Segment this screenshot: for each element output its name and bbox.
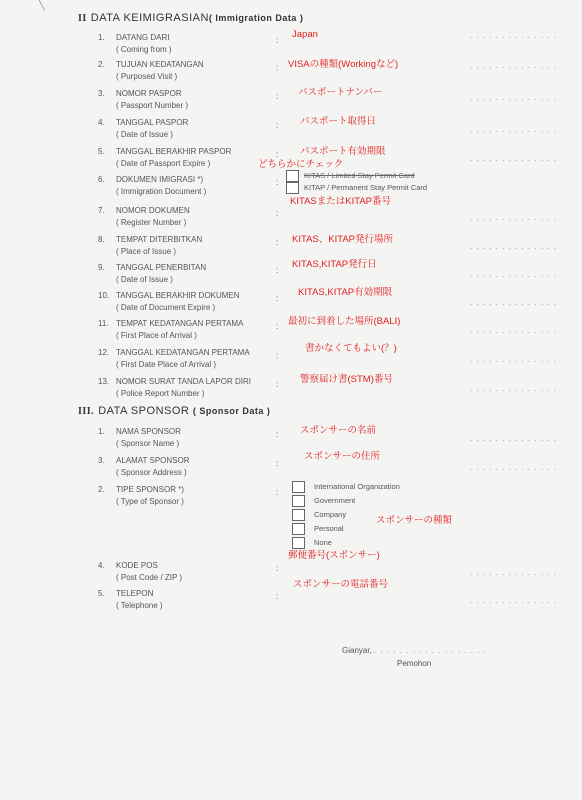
field-colon: : — [276, 322, 279, 331]
field-number: 13. — [98, 377, 110, 386]
field-label-en: ( First Date Place of Arrival ) — [116, 360, 217, 369]
field-number: 10. — [98, 291, 110, 300]
field-label-en: ( Sponsor Address ) — [116, 468, 187, 477]
field-colon: : — [276, 488, 279, 497]
field-label-id: TANGGAL BERAKHIR DOKUMEN — [116, 291, 240, 300]
immigration-tanggal-berakhir-dokumen — [98, 290, 240, 314]
field-colon: : — [276, 459, 279, 468]
immigration-doc-option-label: KITAS / Limited Stay Permit Card — [304, 171, 415, 180]
field-label-en: ( Coming from ) — [116, 45, 172, 54]
field-input-line[interactable]: . . . . . . . . . . . . . . — [470, 434, 558, 443]
field-label-id: ALAMAT SPONSOR — [116, 456, 190, 465]
field-number: 4. — [98, 561, 105, 570]
sponsor-type-option-label: Personal — [314, 524, 344, 533]
immigration-tanggal-penerbitan — [98, 262, 206, 286]
field-colon: : — [276, 92, 279, 101]
field-number: 6. — [98, 175, 105, 184]
field-number: 9. — [98, 263, 105, 272]
field-label-en: ( Date of Passport Expire ) — [116, 159, 211, 168]
field-colon: : — [276, 564, 279, 573]
field-input-line[interactable]: . . . . . . . . . . . . . . — [470, 93, 558, 102]
field-label-id: TELEPON — [116, 589, 154, 598]
immigration-tempat-diterbitkan — [98, 234, 202, 258]
field-number: 2. — [98, 60, 105, 69]
field-annotation: パスポート有効期限 — [300, 146, 386, 157]
sponsor-type-checkbox[interactable] — [292, 481, 305, 493]
field-input-line[interactable]: . . . . . . . . . . . . . . — [470, 463, 558, 472]
field-label-en: ( Date of Issue ) — [116, 130, 173, 139]
field-colon: : — [276, 209, 279, 218]
field-input-line[interactable]: . . . . . . . . . . . . . . — [470, 298, 558, 307]
immigration-nomor-surat-tanda-lapor-diri — [98, 376, 251, 400]
field-number: 8. — [98, 235, 105, 244]
field-input-line[interactable]: . . . . . . . . . . . . . . — [470, 242, 558, 251]
field-number: 7. — [98, 206, 105, 215]
signature-role: Pemohon — [397, 659, 432, 668]
field-label-id: TANGGAL PASPOR — [116, 118, 189, 127]
immigration-nomor-dokumen — [98, 205, 190, 229]
field-annotation: パスポート取得日 — [300, 116, 377, 127]
sponsor-type-checkbox[interactable] — [292, 523, 305, 535]
sponsor-alamat-sponsor — [98, 455, 190, 479]
field-annotation: KITAS,KITAP有効期限 — [298, 287, 393, 298]
field-annotation: KITAS,KITAP発行日 — [292, 259, 377, 270]
field-label-en: ( Date of Issue ) — [116, 275, 173, 284]
field-number: 4. — [98, 118, 105, 127]
field-colon: : — [276, 238, 279, 247]
sponsor-type-option-label: Company — [314, 510, 347, 519]
field-label-en: ( Purposed Visit ) — [116, 72, 178, 81]
field-number: 5. — [98, 589, 105, 598]
field-annotation: KITASまたはKITAP番号 — [290, 196, 391, 207]
field-label-en: ( Immigration Document ) — [116, 187, 207, 196]
field-label-en: ( Police Report Number ) — [116, 389, 205, 398]
sponsor-type-option-label: None — [314, 538, 332, 547]
field-input-line[interactable]: . . . . . . . . . . . . . . — [470, 61, 558, 70]
signature-place: Gianyar, . . . . . . . . . . . . . . . . . . — [342, 646, 487, 655]
field-number: 5. — [98, 147, 105, 156]
field-label-id: TANGGAL KEDATANGAN PERTAMA — [116, 348, 250, 357]
sponsor-tipe-sponsor — [98, 484, 184, 508]
immigration-dokumen-imigrasi — [98, 174, 206, 198]
immigration-nomor-paspor — [98, 88, 188, 112]
field-colon: : — [276, 294, 279, 303]
field-colon: : — [276, 266, 279, 275]
field-number: 1. — [98, 427, 105, 436]
field-annotation: スポンサーの住所 — [304, 451, 381, 462]
field-input-line[interactable]: . . . . . . . . . . . . . . — [470, 31, 558, 40]
field-label-en: ( Date of Document Expire ) — [116, 303, 216, 312]
immigration-tujuan-kedatangan — [98, 59, 204, 83]
field-label-id: TANGGAL PENERBITAN — [116, 263, 207, 272]
field-colon: : — [276, 380, 279, 389]
sponsor-type-checkbox[interactable] — [292, 537, 305, 549]
scan-mark-icon: ╲ — [38, 0, 45, 11]
field-colon: : — [276, 430, 279, 439]
sponsor-nama-sponsor — [98, 426, 181, 450]
immigration-tanggal-paspor — [98, 117, 188, 141]
field-label-id: TIPE SPONSOR *) — [116, 485, 185, 494]
field-label-id: TEMPAT DITERBITKAN — [116, 235, 203, 244]
field-input-line[interactable]: . . . . . . . . . . . . . . — [470, 596, 558, 605]
field-colon: : — [276, 351, 279, 360]
field-annotation: VISAの種類(Workingなど) — [288, 59, 399, 70]
sponsor-type-option-label: International Organization — [314, 482, 400, 491]
field-label-en: ( Post Code / ZIP ) — [116, 573, 183, 582]
field-label-id: KODE POS — [116, 561, 158, 570]
field-input-line[interactable]: . . . . . . . . . . . . . . — [470, 326, 558, 335]
field-annotation: スポンサーの名前 — [300, 425, 377, 436]
field-colon: : — [276, 36, 279, 45]
field-annotation: スポンサーの種類 — [376, 515, 453, 526]
immigration-doc-checkbox[interactable] — [286, 182, 299, 194]
field-label-id: NOMOR PASPOR — [116, 89, 182, 98]
field-annotation: スポンサーの電話番号 — [293, 579, 389, 590]
field-label-id: TUJUAN KEDATANGAN — [116, 60, 204, 69]
field-number: 2. — [98, 485, 105, 494]
field-label-id: TANGGAL BERAKHIR PASPOR — [116, 147, 232, 156]
field-input-line[interactable]: . . . . . . . . . . . . . . — [470, 213, 558, 222]
field-input-line[interactable]: . . . . . . . . . . . . . . — [470, 384, 558, 393]
field-label-id: DATANG DARI — [116, 33, 170, 42]
field-label-id: NOMOR DOKUMEN — [116, 206, 190, 215]
field-colon: : — [276, 121, 279, 130]
immigration-tanggal-berakhir-paspor — [98, 146, 231, 170]
field-number: 3. — [98, 89, 105, 98]
field-label-en: ( First Place of Arrival ) — [116, 331, 197, 340]
field-colon: : — [276, 592, 279, 601]
sponsor-type-checkbox[interactable] — [292, 509, 305, 521]
field-input-line[interactable]: . . . . . . . . . . . . . . — [470, 355, 558, 364]
field-label-en: ( Place of Issue ) — [116, 247, 177, 256]
field-input-line[interactable]: . . . . . . . . . . . . . . — [470, 270, 558, 279]
immigration-doc-checkbox[interactable] — [286, 170, 299, 182]
field-annotation: 書かなくてもよい(？) — [305, 343, 397, 354]
field-label-en: ( Type of Sponsor ) — [116, 497, 184, 506]
field-label-id: NAMA SPONSOR — [116, 427, 181, 436]
sponsor-kode-pos — [98, 560, 182, 584]
field-number: 11. — [98, 319, 109, 328]
field-label-id: TEMPAT KEDATANGAN PERTAMA — [116, 319, 244, 328]
field-input-line[interactable]: . . . . . . . . . . . . . . — [470, 568, 558, 577]
field-annotation: Japan — [292, 29, 318, 40]
field-annotation: 警察届け書(STM)番号 — [300, 374, 393, 385]
field-number: 3. — [98, 456, 105, 465]
field-number: 1. — [98, 33, 105, 42]
field-input-line[interactable]: . . . . . . . . . . . . . . — [470, 125, 558, 134]
field-annotation: どちらかにチェック — [258, 159, 344, 170]
field-input-line[interactable]: . . . . . . . . . . . . . . — [470, 154, 558, 163]
field-colon: : — [276, 150, 279, 159]
field-label-en: ( Passport Number ) — [116, 101, 189, 110]
field-annotation: パスポートナンバー — [298, 87, 383, 98]
immigration-tempat-kedatangan-pertama — [98, 318, 243, 342]
field-annotation: 郵便番号(スポンサー) — [288, 550, 380, 561]
field-label-id: DOKUMEN IMIGRASI *) — [116, 175, 204, 184]
field-label-en: ( Sponsor Name ) — [116, 439, 180, 448]
field-label-en: ( Telephone ) — [116, 601, 163, 610]
sponsor-telepon — [98, 588, 163, 612]
field-label-en: ( Register Number ) — [116, 218, 187, 227]
field-annotation: 最初に到着した場所(BALI) — [288, 316, 401, 327]
immigration-tanggal-kedatangan-pertama — [98, 347, 250, 371]
field-label-id: NOMOR SURAT TANDA LAPOR DIRI — [116, 377, 251, 386]
immigration-datang-dari — [98, 32, 172, 56]
section-sponsor-title: III. DATA SPONSOR ( Sponsor Data ) — [78, 405, 271, 417]
field-colon: : — [276, 178, 279, 187]
field-number: 12. — [98, 348, 110, 357]
sponsor-type-checkbox[interactable] — [292, 495, 305, 507]
sponsor-type-option-label: Government — [314, 496, 356, 505]
field-colon: : — [276, 63, 279, 72]
section-immigration-title: II DATA KEIMIGRASIAN( Immigration Data ) — [78, 12, 304, 24]
field-annotation: KITAS、KITAP発行場所 — [292, 234, 393, 245]
immigration-doc-option-label: KITAP / Permanent Stay Permit Card — [304, 183, 428, 192]
